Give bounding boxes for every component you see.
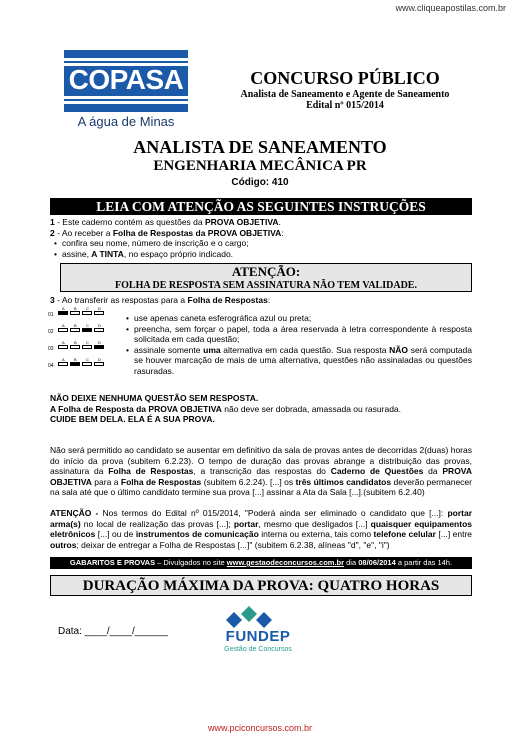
item-3: 3 - Ao transferir as respostas para a Folha de Respostas: xyxy=(50,295,271,305)
source-url[interactable]: www.cliqueapostilas.com.br xyxy=(395,3,506,13)
answer-sample-bubble xyxy=(70,311,80,315)
answer-sample-row xyxy=(48,323,118,337)
warning-sheet: A Folha de Resposta da PROVA OBJETIVA não deve ser dobrada, amassada ou rasurada. xyxy=(50,403,402,414)
answer-sample-bubble xyxy=(70,362,80,366)
item-3-bullet-2: • preencha, sem forçar o papel, toda a área reservada à letra correspondente à resposta solicitada em cada questão; xyxy=(122,324,472,345)
job-code: Código: 410 xyxy=(231,177,289,188)
logo-stripe xyxy=(64,58,188,61)
attention-box xyxy=(60,263,472,292)
answer-sample-letter: C xyxy=(86,340,89,345)
answer-sample-letter: C xyxy=(86,306,89,311)
answer-sample-bubble xyxy=(58,345,68,349)
warning-no-blank: NÃO DEIXE NENHUMA QUESTÃO SEM RESPOSTA. xyxy=(50,393,259,403)
job-title: ANALISTA DE SANEAMENTO xyxy=(133,137,387,157)
gabaritos-bar: GABARITOS E PROVAS – Divulgados no site www.gestaodeconcursos.com.br dia 08/06/2014 a partir das 14h. xyxy=(50,557,472,569)
date-field: Data: ____/____/______ xyxy=(58,626,169,637)
rules-paragraph: Não será permitido ao candidato se ausentar em definitivo da sala de provas antes de decorridas 2(duas) horas do início da prova (subitem 6.2.23). O tempo de duração das provas abrange a distribuição das provas, assinatura da Folha de Respostas, a transcrição das respostas do Caderno de Questões da PROVA OBJETIVA para a Folha de Respostas (subitem 6.2.24). [...] os três últimos candidatos deverão permanecer na sala até que o último candidato termine sua prova [...] assinar a Ata da Sala [...].(subitem 6.2.40) xyxy=(50,445,472,497)
answer-sample-letter: D xyxy=(98,323,101,328)
answer-sample-row xyxy=(48,340,118,354)
answer-sample-letter: B xyxy=(74,323,77,328)
answer-sample-letter: D xyxy=(98,340,101,345)
answer-sample-row xyxy=(48,306,118,320)
warnings xyxy=(50,393,472,425)
answer-sample-letter: B xyxy=(74,357,77,362)
answer-sample-number: 01 xyxy=(48,312,54,318)
answer-sample-bubble xyxy=(94,328,104,332)
answer-sample-bubble xyxy=(94,362,104,366)
answer-sample-bubble xyxy=(82,328,92,332)
copasa-logo xyxy=(64,50,188,112)
answer-sample-letter: D xyxy=(98,306,101,311)
answer-sample-letter: B xyxy=(74,306,77,311)
answer-sample-letter: C xyxy=(86,357,89,362)
answer-sample-bubble xyxy=(94,345,104,349)
attention-paragraph: ATENÇÃO - Nos termos do Edital nº 015/2014, "Poderá ainda ser eliminado o candidato que [...]: portar arma(s) no local de realização das provas [...]; portar, mesmo que desligados [...] quaisquer equipamentos eletrônicos [...] ou de instrumentos de comunicação interna ou externa, tais como telefone celular [...] entre outros; deixar de entregar a Folha de Respostas [...]" (subitem 6.2.38, alíneas "d", "e", "i") xyxy=(50,508,473,550)
answer-sample-bubble xyxy=(58,328,68,332)
fundep-wordmark: FUNDEP xyxy=(225,628,291,645)
attention-title: ATENÇÃO: xyxy=(231,264,301,279)
answer-sample-letter: C xyxy=(86,323,89,328)
answer-sample-bubble xyxy=(82,345,92,349)
answer-sample-row xyxy=(48,357,118,371)
answer-sample-letter: A xyxy=(62,323,65,328)
item-3-bullets xyxy=(122,313,472,376)
answer-sample-letter: A xyxy=(62,357,65,362)
exam-edital: Edital nº 015/2014 xyxy=(306,100,384,111)
item-2-bullet-1: • confira seu nome, número de inscrição e o cargo; xyxy=(50,238,472,249)
job-area: ENGENHARIA MECÂNICA PR xyxy=(153,158,367,174)
answer-sample-letter: A xyxy=(62,340,65,345)
instructions-heading: LEIA COM ATENÇÃO AS SEGUINTES INSTRUÇÕES xyxy=(50,198,472,215)
answer-sample-number: 03 xyxy=(48,346,54,352)
exam-subtitle: Analista de Saneamento e Agente de Saneamento xyxy=(240,89,450,100)
attention-text: FOLHA DE RESPOSTA SEM ASSINATURA NÃO TEM VALIDADE. xyxy=(115,280,417,291)
exam-title: CONCURSO PÚBLICO xyxy=(250,68,440,88)
logo-wordmark: COPASA xyxy=(68,64,184,95)
warning-care: CUIDE BEM DELA. ELA É A SUA PROVA. xyxy=(50,414,215,424)
logo-slogan: A água de Minas xyxy=(77,114,175,129)
logo-stripe xyxy=(64,96,188,99)
answer-sample-letter: A xyxy=(62,306,65,311)
item-1: 1 - Este caderno contém as questões da PROVA OBJETIVA. xyxy=(50,217,281,227)
item-2: 2 - Ao receber a Folha de Respostas da PROVA OBJETIVA: xyxy=(50,227,284,238)
answer-sample-letter: D xyxy=(98,357,101,362)
answer-sample-bubble xyxy=(58,362,68,366)
answer-sample-letter: B xyxy=(74,340,77,345)
gabaritos-site-link[interactable]: www.gestaodeconcursos.com.br xyxy=(226,558,345,567)
answer-sample-number: 02 xyxy=(48,329,54,335)
item-3-bullet-3: • assinale somente uma alternativa em cada questão. Sua resposta NÃO será computada se houver marcação de mais de uma alternativa, questões não assinaladas ou questões rasuradas. xyxy=(122,345,472,377)
answer-sample-bubble xyxy=(70,345,80,349)
answer-sample-bubble xyxy=(82,311,92,315)
logo-stripe xyxy=(64,101,188,104)
answer-sample-bubble xyxy=(82,362,92,366)
instructions-block-1 xyxy=(50,217,472,259)
answer-sample-number: 04 xyxy=(48,363,54,369)
item-2-bullet-2: • assine, A TINTA, no espaço próprio indicado. xyxy=(50,249,472,260)
answer-sample-bubble xyxy=(58,311,68,315)
answer-sample-bubble xyxy=(70,328,80,332)
fundep-subtitle: Gestão de Concursos xyxy=(224,646,292,653)
item-3-bullet-1: • use apenas caneta esferográfica azul ou preta; xyxy=(122,313,472,324)
answer-sample-bubble xyxy=(94,311,104,315)
footer-url[interactable]: www.pciconcursos.com.br xyxy=(207,723,313,733)
duration-banner: DURAÇÃO MÁXIMA DA PROVA: QUATRO HORAS xyxy=(50,575,472,596)
